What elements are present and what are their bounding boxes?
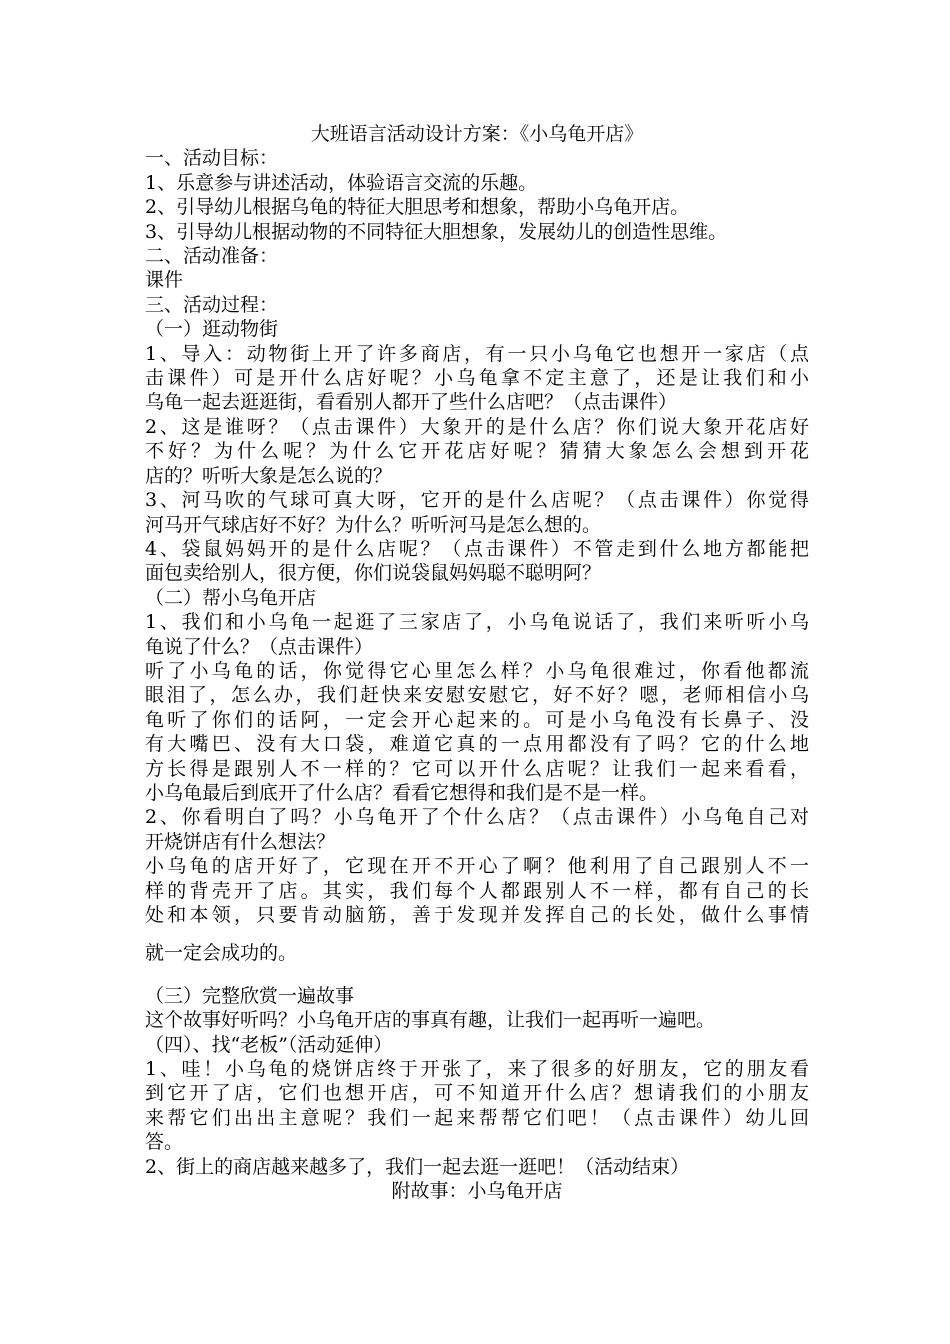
text-line: 这个故事好听吗？小乌龟开店的事真有趣，让我们一起再听一遍吧。	[145, 1009, 716, 1032]
text-line: 4、袋鼠妈妈开的是什么店呢？（点击课件）不管走到什么地方都能把	[145, 537, 809, 560]
text-line: 击课件）可是开什么店好呢？小乌龟拿不定主意了，还是让我们和小	[145, 367, 809, 390]
text-line: 小乌龟的店开好了，它现在开不开心了啊？他利用了自己跟别人不一	[145, 855, 809, 878]
text-line: 就一定会成功的。	[145, 942, 298, 965]
text-line: 一、活动目标：	[145, 147, 279, 170]
text-line: （三）完整欣赏一遍故事	[145, 984, 355, 1007]
text-line: 3、引导幼儿根据动物的不同特征大胆想象，发展幼儿的创造性思维。	[145, 220, 728, 243]
text-line: 小乌龟最后到底开了什么店？看看它想得和我们是不是一样。	[145, 781, 659, 804]
text-line: 河马开气球店好不好？为什么？听听河马是怎么想的。	[145, 513, 602, 536]
text-line: 1、乐意参与讲述活动，体验语言交流的乐趣。	[145, 171, 538, 194]
line-spacer	[145, 927, 809, 941]
body-block-3	[145, 984, 809, 1179]
text-line: （一）逛动物街	[145, 318, 279, 341]
text-line: 不好？为什么呢？为什么它开花店好呢？猜猜大象怎么会想到开花	[145, 440, 809, 463]
text-line: 答。	[145, 1131, 184, 1154]
document-page	[145, 122, 809, 1203]
text-line: 到它开了店，它们也想开店，可不知道开什么店？想请我们的小朋友	[145, 1082, 809, 1105]
text-line: 听了小乌龟的话，你觉得它心里怎么样？小乌龟很难过，你看他都流	[145, 659, 809, 682]
body-block-1	[145, 146, 809, 927]
text-line: 课件	[145, 269, 184, 292]
text-line: 1、我们和小乌龟一起逛了三家店了，小乌龟说话了，我们来听听小乌	[145, 611, 809, 634]
text-line: 2、引导幼儿根据乌龟的特征大胆思考和想象，帮助小乌龟开店。	[145, 196, 690, 219]
text-line: （四）、找“老板”（活动延伸）	[145, 1033, 393, 1056]
text-line: 2、你看明白了吗？小乌龟开了个什么店？（点击课件）小乌龟自己对	[145, 806, 809, 829]
text-line: （二）帮小乌龟开店	[145, 586, 317, 609]
text-line: 三、活动过程：	[145, 293, 279, 316]
text-line: 2、街上的商店越来越多了，我们一起去逛一逛吧！（活动结束）	[145, 1155, 690, 1178]
text-line: 1、导入：动物街上开了许多商店，有一只小乌龟它也想开一家店（点	[145, 342, 809, 365]
text-line: 二、活动准备：	[145, 245, 279, 268]
appendix-title: 附故事：小乌龟开店	[391, 1180, 563, 1203]
body-block-2	[145, 941, 809, 965]
text-line: 3、河马吹的气球可真大呀，它开的是什么店呢？（点击课件）你觉得	[145, 489, 809, 512]
line-spacer	[145, 966, 809, 984]
text-line: 处和本领，只要肯动脑筋，善于发现并发挥自己的长处，做什么事情	[145, 904, 809, 926]
text-line: 方长得是跟别人不一样的？它可以开什么店呢？让我们一起来看看，	[145, 757, 809, 780]
text-line: 乌龟一起去逛逛街，看看别人都开了些什么店吧？（点击课件）	[145, 391, 678, 414]
document-title: 大班语言活动设计方案：《小乌龟开店》	[310, 123, 644, 145]
text-line: 来帮它们出出主意呢？我们一起来帮帮它们吧！（点击课件）幼儿回	[145, 1106, 809, 1129]
text-line: 面包卖给别人，很方便，你们说袋鼠妈妈聪不聪明阿？	[145, 562, 602, 585]
text-line: 龟说了什么？（点击课件）	[145, 635, 374, 658]
text-line: 龟听了你们的话阿，一定会开心起来的。可是小乌龟没有长鼻子、没	[145, 708, 809, 731]
text-line: 眼泪了，怎么办，我们赶快来安慰安慰它，好不好？嗯，老师相信小乌	[145, 684, 809, 707]
text-line: 有大嘴巴、没有大口袋，难道它真的一点用都没有了吗？它的什么地	[145, 733, 809, 756]
text-line: 2、这是谁呀？（点击课件）大象开的是什么店？你们说大象开花店好	[145, 415, 809, 438]
text-line: 样的背壳开了店。其实，我们每个人都跟别人不一样，都有自己的长	[145, 879, 809, 902]
text-line: 开烧饼店有什么想法？	[145, 830, 336, 853]
text-line: 1、哇！小乌龟的烧饼店终于开张了，来了很多的好朋友，它的朋友看	[145, 1058, 809, 1081]
text-line: 店的？听听大象是怎么说的？	[145, 464, 393, 487]
